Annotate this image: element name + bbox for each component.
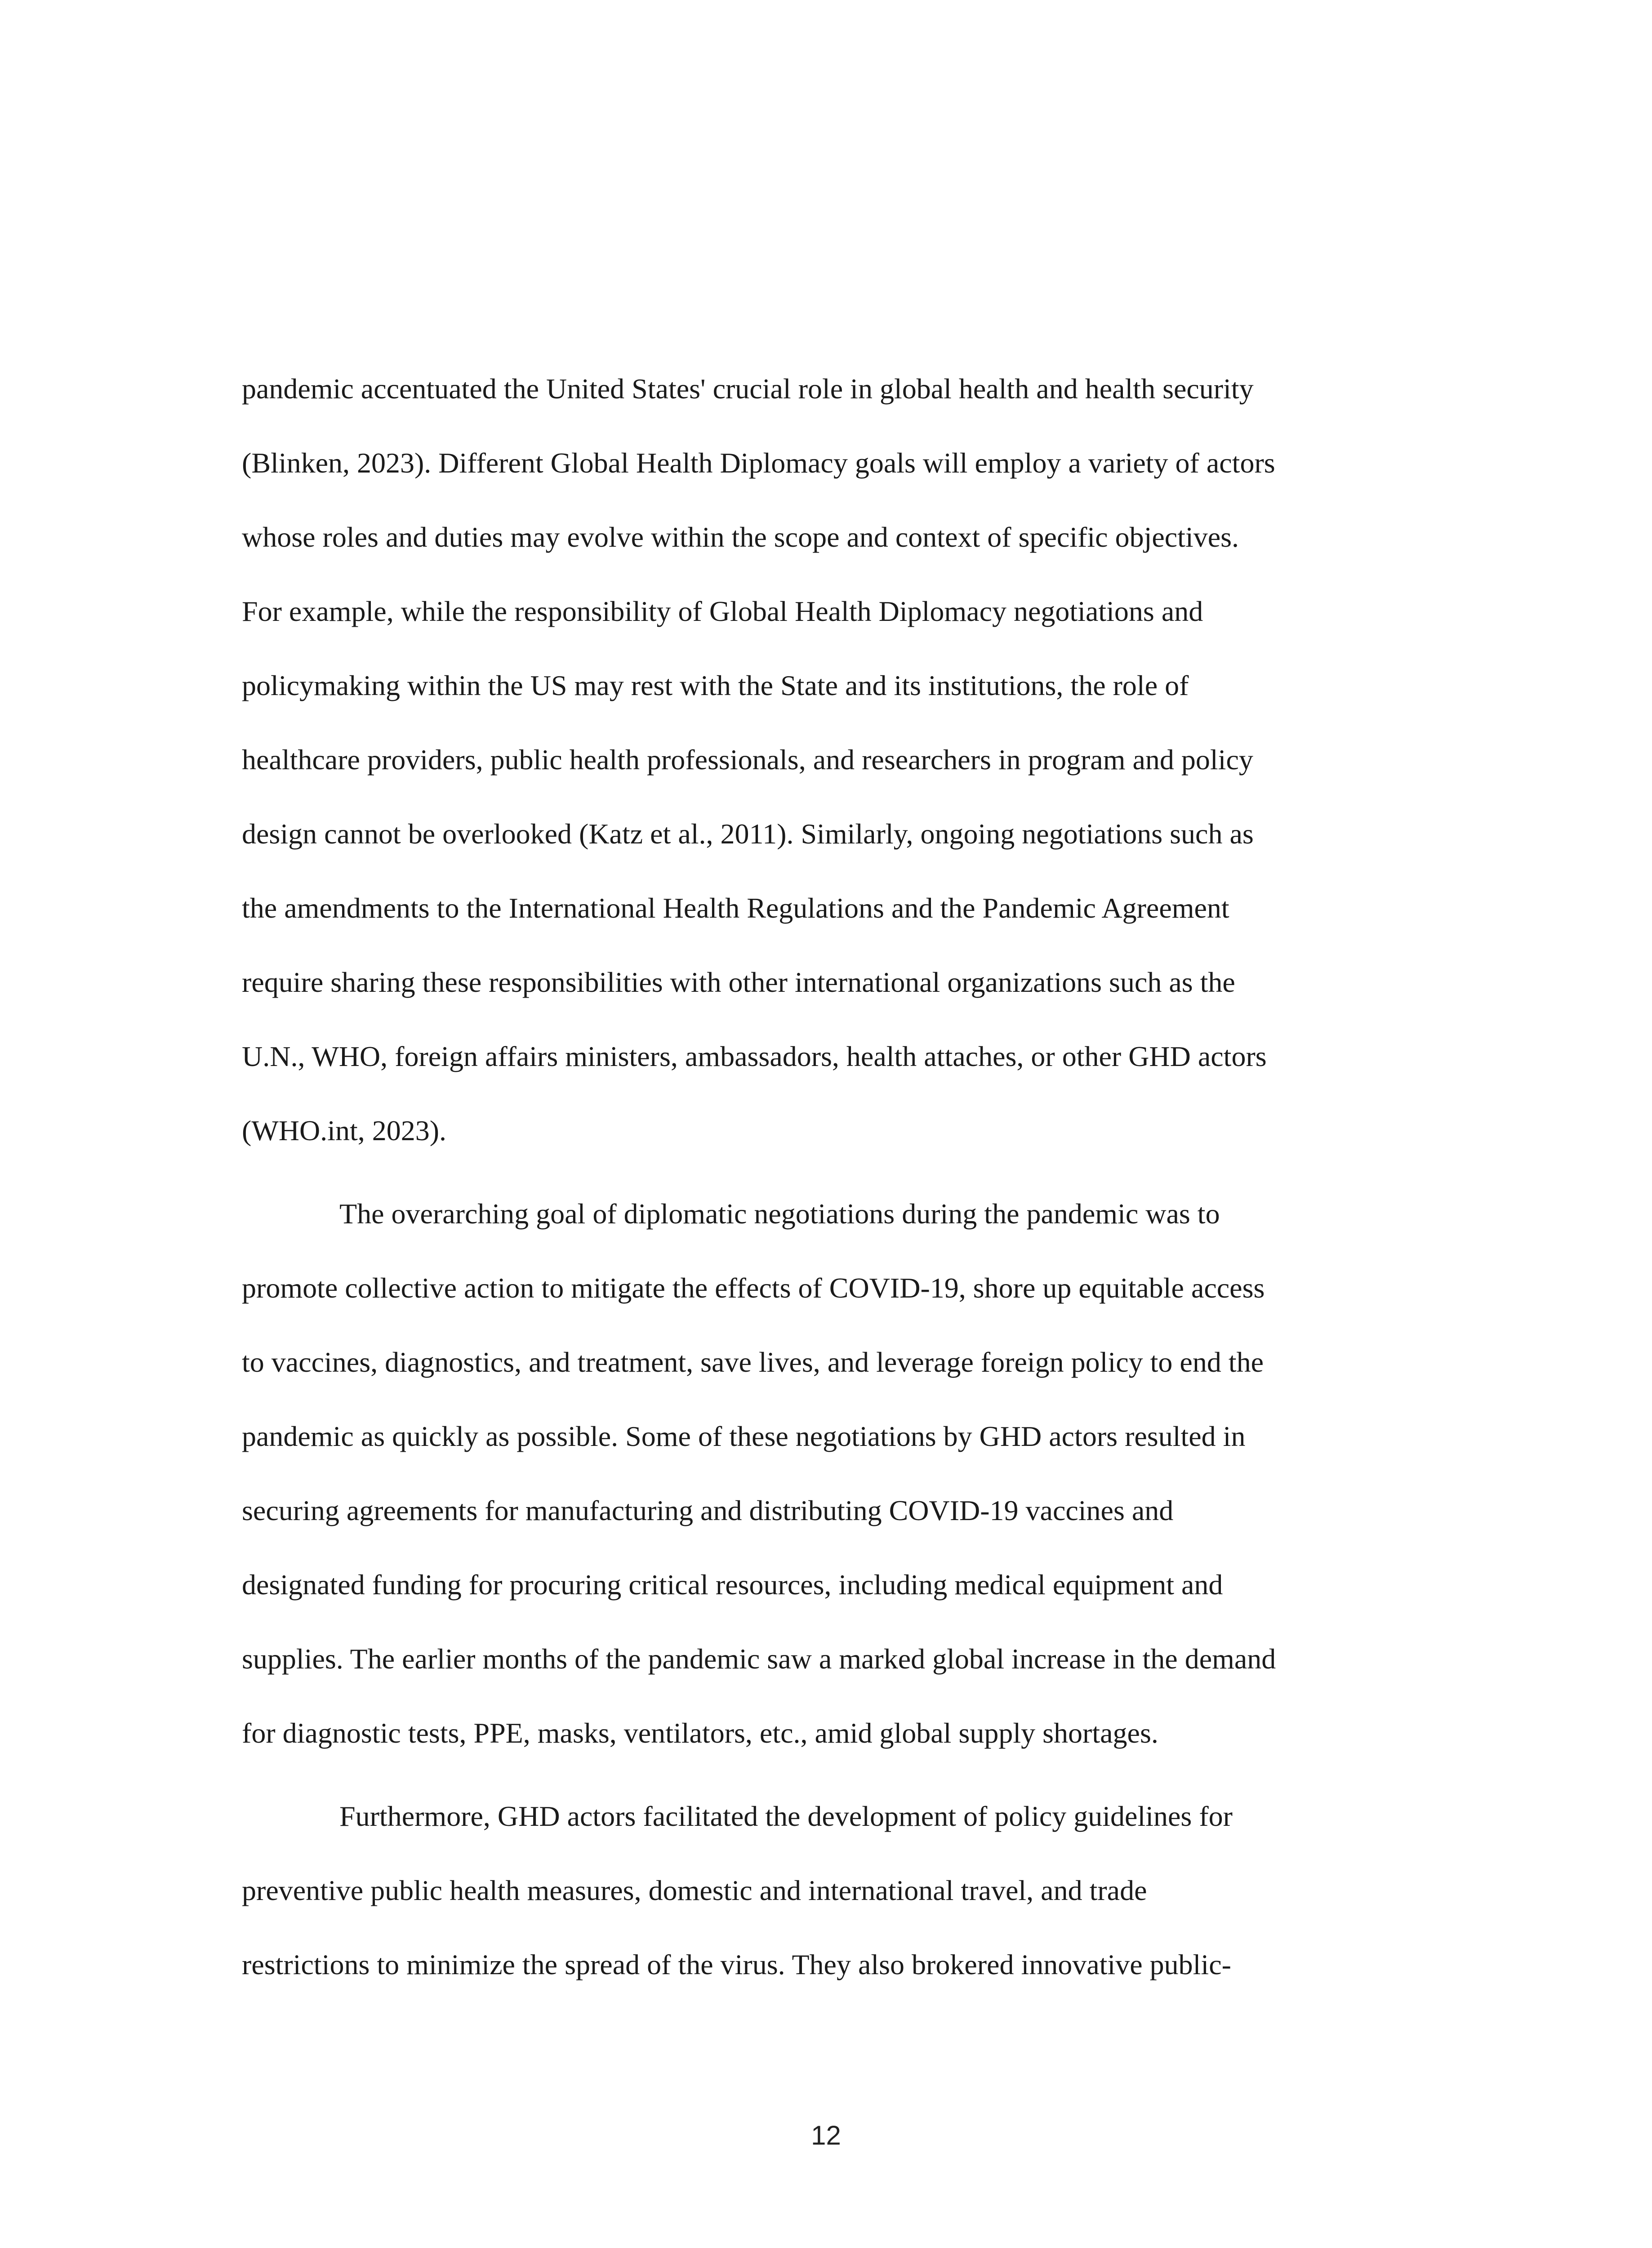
text-line: require sharing these responsibilities with other international organizations such as the (242, 966, 1235, 998)
text-line: (Blinken, 2023). Different Global Health Diplomacy goals will employ a variety of actors (242, 447, 1275, 479)
text-line: whose roles and duties may evolve within the scope and context of specific objectives. (242, 521, 1239, 553)
text-line: restrictions to minimize the spread of the virus. They also brokered innovative public- (242, 1949, 1231, 1980)
text-line: Furthermore, GHD actors facilitated the development of policy guidelines for (339, 1800, 1233, 1832)
text-line: securing agreements for manufacturing and distributing COVID-19 vaccines and (242, 1494, 1174, 1526)
text-line: policymaking within the US may rest with the State and its institutions, the role of (242, 669, 1189, 701)
paragraph-2 (242, 1180, 1420, 1774)
text-line: preventive public health measures, domestic and international travel, and trade (242, 1874, 1147, 1906)
text-line: for diagnostic tests, PPE, masks, ventilators, etc., amid global supply shortages. (242, 1717, 1158, 1749)
text-line: pandemic accentuated the United States' crucial role in global health and health security (242, 373, 1254, 405)
paragraph-1 (242, 355, 1420, 1171)
text-line: design cannot be overlooked (Katz et al., 2011). Similarly, ongoing negotiations such as (242, 818, 1254, 850)
text-line: supplies. The earlier months of the pandemic saw a marked global increase in the demand (242, 1643, 1276, 1675)
paragraph-3 (242, 1783, 1420, 2005)
text-line: For example, while the responsibility of Global Health Diplomacy negotiations and (242, 595, 1203, 627)
text-line: The overarching goal of diplomatic negotiations during the pandemic was to (339, 1198, 1220, 1230)
paragraph-spacer (242, 1774, 1420, 1783)
text-line: the amendments to the International Health Regulations and the Pandemic Agreement (242, 892, 1229, 924)
text-line: to vaccines, diagnostics, and treatment, save lives, and leverage foreign policy to end the (242, 1346, 1264, 1378)
paragraph-spacer (242, 1171, 1420, 1180)
text-line: designated funding for procuring critical resources, including medical equipment and (242, 1569, 1223, 1601)
body-text (242, 355, 1420, 2005)
page-number: 12 (811, 2120, 841, 2150)
text-line: healthcare providers, public health professionals, and researchers in program and policy (242, 744, 1253, 776)
text-line: promote collective action to mitigate the effects of COVID-19, shore up equitable access (242, 1272, 1265, 1304)
text-line: U.N., WHO, foreign affairs ministers, ambassadors, health attaches, or other GHD actors (242, 1040, 1267, 1072)
text-line: (WHO.int, 2023). (242, 1115, 447, 1146)
text-line: pandemic as quickly as possible. Some of these negotiations by GHD actors resulted in (242, 1420, 1246, 1452)
